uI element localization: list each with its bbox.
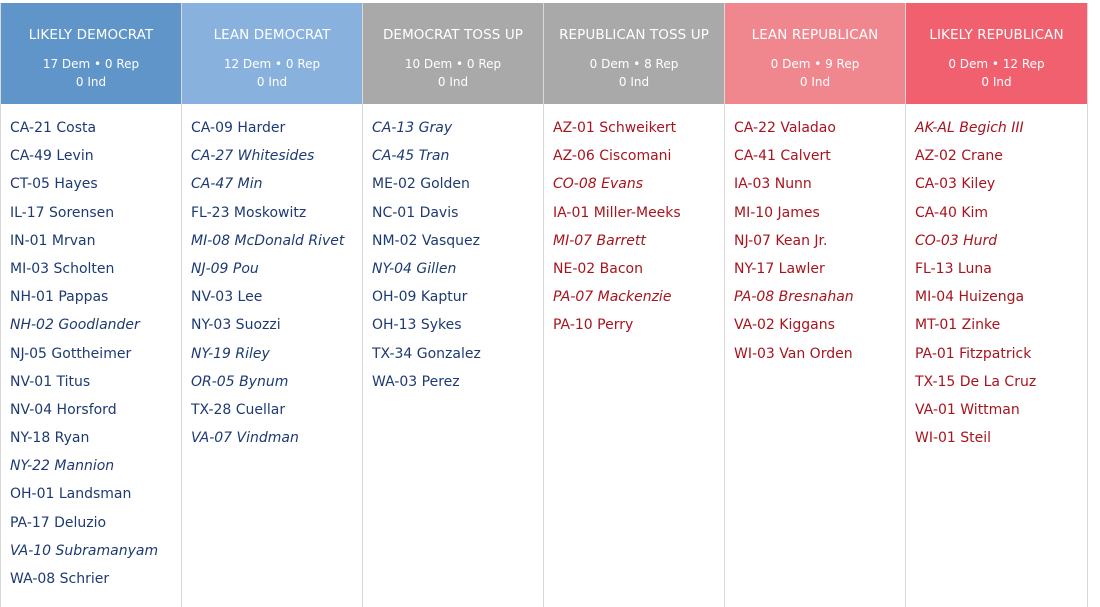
- race-list: [182, 104, 362, 452]
- race-item[interactable]: AK-AL Begich III: [915, 120, 1024, 136]
- race-item[interactable]: PA-08 Bresnahan: [734, 289, 854, 306]
- race-item[interactable]: AZ-01 Schweikert: [553, 120, 677, 136]
- race-list: [544, 104, 724, 340]
- race-item[interactable]: VA-01 Wittman: [915, 401, 1020, 418]
- race-item[interactable]: WA-03 Perez: [372, 373, 460, 390]
- column-likely-democrat: [1, 3, 182, 607]
- column-republican-toss-up: [544, 3, 725, 607]
- race-list: [906, 104, 1087, 452]
- column-ind-count: 0 Ind: [256, 75, 288, 89]
- column-ind-count: 0 Ind: [618, 75, 650, 89]
- race-item[interactable]: NY-18 Ryan: [10, 430, 90, 447]
- race-item[interactable]: TX-34 Gonzalez: [372, 345, 481, 362]
- column-counts: 0 Dem • 12 Rep: [948, 57, 1045, 71]
- column-likely-republican: [906, 3, 1088, 607]
- race-item[interactable]: CO-03 Hurd: [915, 232, 998, 249]
- race-item[interactable]: NH-01 Pappas: [10, 289, 109, 306]
- race-item[interactable]: NY-03 Suozzi: [191, 317, 281, 334]
- race-item[interactable]: VA-10 Subramanyam: [10, 542, 159, 559]
- race-item[interactable]: IA-01 Miller-Meeks: [553, 204, 681, 221]
- column-title: REPUBLICAN TOSS UP: [559, 27, 709, 43]
- race-item[interactable]: MI-08 McDonald Rivet: [191, 232, 345, 249]
- race-item[interactable]: FL-23 Moskowitz: [191, 204, 307, 221]
- race-item[interactable]: OH-09 Kaptur: [372, 289, 468, 306]
- race-item[interactable]: WI-01 Steil: [915, 430, 992, 447]
- race-item[interactable]: OR-05 Bynum: [191, 373, 289, 390]
- race-item[interactable]: NH-02 Goodlander: [10, 317, 140, 334]
- column-title: DEMOCRAT TOSS UP: [382, 27, 524, 43]
- race-item[interactable]: OH-01 Landsman: [10, 486, 132, 503]
- race-item[interactable]: NY-04 Gillen: [372, 260, 457, 277]
- race-item[interactable]: NC-01 Davis: [372, 204, 459, 221]
- race-item[interactable]: CA-45 Tran: [372, 148, 450, 165]
- race-list: [1, 104, 181, 593]
- race-list: [725, 104, 905, 368]
- race-item[interactable]: FL-13 Luna: [915, 260, 992, 277]
- race-item[interactable]: PA-10 Perry: [553, 317, 634, 334]
- column-ind-count: 0 Ind: [981, 75, 1012, 89]
- race-item[interactable]: NY-22 Mannion: [10, 458, 115, 475]
- column-header-lean-republican: [725, 3, 905, 104]
- race-item[interactable]: IN-01 Mrvan: [10, 232, 96, 249]
- race-item[interactable]: IL-17 Sorensen: [10, 204, 115, 221]
- column-ind-count: 0 Ind: [799, 75, 831, 89]
- race-item[interactable]: NJ-09 Pou: [191, 260, 259, 277]
- race-item[interactable]: WI-03 Van Orden: [734, 345, 853, 362]
- race-item[interactable]: NM-02 Vasquez: [372, 232, 480, 249]
- race-item[interactable]: CA-09 Harder: [191, 120, 286, 136]
- column-counts: 0 Dem • 9 Rep: [770, 57, 860, 71]
- race-item[interactable]: VA-02 Kiggans: [734, 317, 835, 334]
- race-item[interactable]: PA-17 Deluzio: [10, 514, 107, 531]
- race-item[interactable]: WA-08 Schrier: [10, 571, 110, 587]
- race-item[interactable]: VA-07 Vindman: [191, 430, 299, 447]
- column-title: LIKELY REPUBLICAN: [929, 27, 1064, 43]
- race-item[interactable]: NV-03 Lee: [191, 289, 263, 306]
- column-ind-count: 0 Ind: [75, 75, 107, 89]
- race-item[interactable]: NJ-05 Gottheimer: [10, 345, 132, 362]
- race-item[interactable]: MT-01 Zinke: [915, 317, 1001, 334]
- race-item[interactable]: CO-08 Evans: [553, 176, 643, 193]
- column-counts: 0 Dem • 8 Rep: [589, 57, 679, 71]
- race-item[interactable]: IA-03 Nunn: [734, 176, 812, 193]
- column-header-likely-republican: [906, 3, 1087, 104]
- column-lean-democrat: [182, 3, 363, 607]
- ratings-board: [0, 3, 1090, 607]
- race-item[interactable]: CA-22 Valadao: [734, 120, 836, 136]
- race-item[interactable]: MI-07 Barrett: [553, 232, 646, 249]
- column-counts: 12 Dem • 0 Rep: [223, 57, 321, 71]
- race-item[interactable]: NV-01 Titus: [10, 373, 91, 390]
- column-header-lean-democrat: [182, 3, 362, 104]
- race-item[interactable]: TX-28 Cuellar: [191, 401, 286, 418]
- column-counts: 17 Dem • 0 Rep: [42, 57, 140, 71]
- column-ind-count: 0 Ind: [437, 75, 469, 89]
- column-header-likely-democrat: [1, 3, 181, 104]
- race-item[interactable]: AZ-06 Ciscomani: [553, 148, 672, 165]
- column-header-democrat-toss-up: [363, 3, 543, 104]
- race-item[interactable]: CA-49 Levin: [10, 148, 94, 165]
- column-title: LEAN DEMOCRAT: [213, 27, 331, 43]
- race-item[interactable]: MI-10 James: [734, 204, 820, 221]
- column-title: LEAN REPUBLICAN: [751, 27, 879, 43]
- race-item[interactable]: CA-21 Costa: [10, 120, 97, 136]
- race-item[interactable]: PA-01 Fitzpatrick: [915, 345, 1032, 362]
- race-item[interactable]: CA-27 Whitesides: [191, 148, 315, 165]
- race-item[interactable]: CA-13 Gray: [372, 120, 453, 136]
- race-item[interactable]: CA-40 Kim: [915, 204, 989, 221]
- column-title: LIKELY DEMOCRAT: [28, 27, 154, 43]
- race-item[interactable]: TX-15 De La Cruz: [915, 373, 1037, 390]
- race-item[interactable]: MI-04 Huizenga: [915, 289, 1025, 306]
- column-header-republican-toss-up: [544, 3, 724, 104]
- race-item[interactable]: PA-07 Mackenzie: [553, 289, 672, 306]
- race-item[interactable]: CA-41 Calvert: [734, 148, 831, 165]
- race-item[interactable]: NE-02 Bacon: [553, 260, 643, 277]
- race-item[interactable]: CA-47 Min: [191, 176, 263, 193]
- race-item[interactable]: NY-17 Lawler: [734, 260, 825, 277]
- race-item[interactable]: MI-03 Scholten: [10, 260, 115, 277]
- race-item[interactable]: AZ-02 Crane: [915, 148, 1003, 165]
- column-lean-republican: [725, 3, 906, 607]
- race-item[interactable]: NV-04 Horsford: [10, 401, 117, 418]
- race-list: [363, 104, 543, 396]
- race-item[interactable]: CT-05 Hayes: [10, 176, 98, 193]
- race-item[interactable]: NJ-07 Kean Jr.: [734, 232, 828, 249]
- column-democrat-toss-up: [363, 3, 544, 607]
- column-counts: 10 Dem • 0 Rep: [404, 57, 502, 71]
- race-item[interactable]: CA-03 Kiley: [915, 176, 996, 193]
- race-item[interactable]: ME-02 Golden: [372, 176, 470, 193]
- race-item[interactable]: NY-19 Riley: [191, 345, 270, 362]
- race-item[interactable]: OH-13 Sykes: [372, 317, 462, 334]
